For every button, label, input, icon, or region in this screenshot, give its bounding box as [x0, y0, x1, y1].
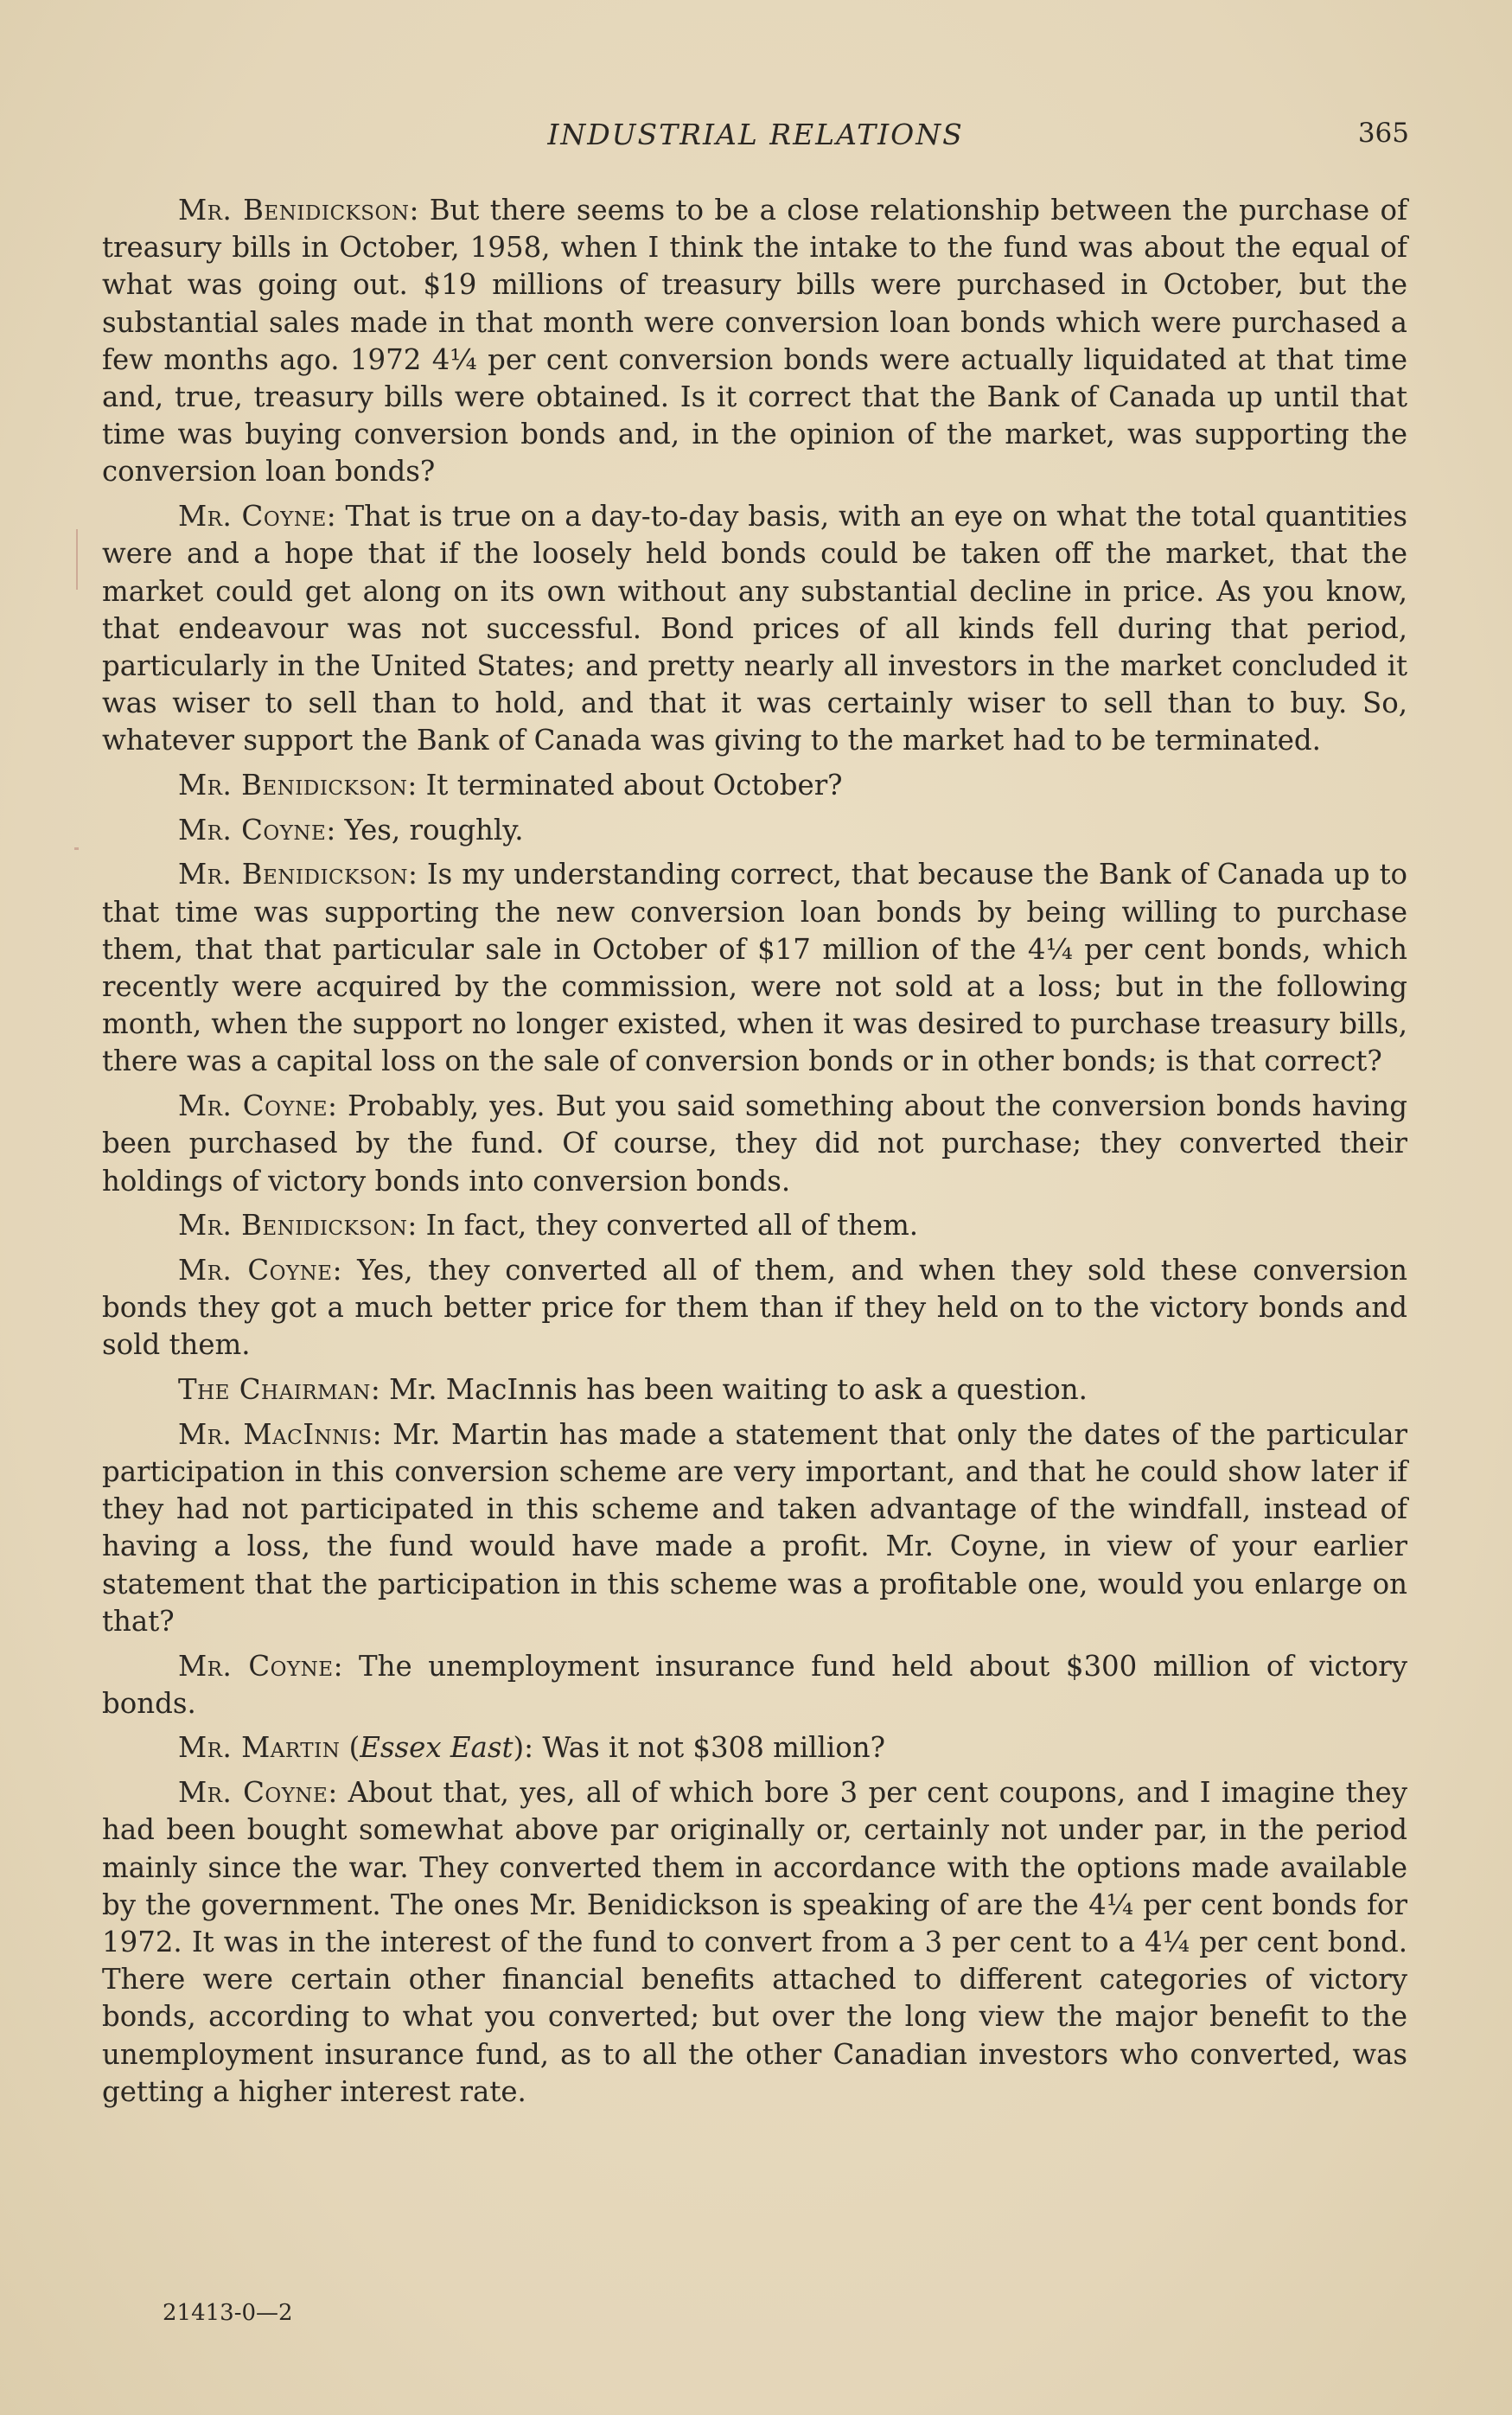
constituency: Essex East — [360, 1731, 514, 1765]
paragraph-text: : Yes, roughly. — [326, 813, 524, 847]
paragraph-text: : That is true on a day-to-day basis, with an eye on what the total quantities were and a hope that if the loosely held bonds could be taken off the market, that the market could get along on its own without any substantial decline in price. As you know, that endeavour was not successful. Bond prices of all kinds fell during that period, particularly in the United States; and pretty nearly all investors in the market concluded it was wiser to sell than to hold, and that it was certainly wiser to sell than to buy. So, whatever support the Bank of Canada was giving to the market had to be terminated. — [102, 500, 1407, 757]
speaker-name: Mr. Coyne — [178, 1776, 329, 1810]
paragraph — [102, 767, 1407, 804]
paragraph — [102, 812, 1407, 849]
paragraph-text: : Is my understanding correct, that because the Bank of Canada up to that time was supporting the new conversion loan bonds by being willing to purchase them, that that particular sale in October of $17 million of the 4¼ per cent bonds, which recently were acquired by the commission, were not sold at a loss; but in the following month, when the support no longer existed, when it was desired to purchase treasury bills, there was a capital loss on the sale of conversion bonds or in other bonds; is that correct? — [102, 858, 1407, 1078]
paragraph-text: : But there seems to be a close relationship between the purchase of treasury bills in October, 1958, when I think the intake to the fund was about the equal of what was going out. $19 millions of treasury bills were purchased in October, but the substantial sales made in that month were conversion loan bonds which were purchased a few months ago. 1972 4¼ per cent conversion bonds were actually liquidated at that time and, true, treasury bills were obtained. Is it correct that the Bank of Canada up until that time was buying conversion bonds and, in the opinion of the market, was supporting the conversion loan bonds? — [102, 194, 1407, 489]
margin-mark — [74, 847, 79, 850]
paragraph — [102, 856, 1407, 1080]
margin-mark — [76, 529, 78, 590]
speaker-name: Mr. Benidickson — [178, 1209, 408, 1243]
speaker-name: Mr. Benidickson — [178, 858, 409, 891]
page-number: 365 — [1357, 118, 1409, 149]
speaker-name: Mr. Benidickson — [178, 194, 410, 227]
paragraph — [102, 1252, 1407, 1364]
paragraph — [102, 1774, 1407, 2111]
paragraph — [102, 1207, 1407, 1244]
speaker-name: Mr. Coyne — [178, 1089, 329, 1123]
paragraph-text: : Was it not $308 million? — [524, 1731, 885, 1765]
paragraph — [102, 498, 1407, 759]
speaker-name: Mr. Coyne — [178, 500, 327, 533]
paragraph-text: : About that, yes, all of which bore 3 per cent coupons, and I imagine they had been bought somewhat above par originally or, certainly not under par, in the period mainly since the war. They converted them in accordance with the options made available by the government. The ones Mr. Benidickson is speaking of are the 4¼ per cent bonds for 1972. It was in the interest of the fund to convert from a 3 per cent to a 4¼ per cent bond. There were certain other financial benefits attached to different categories of victory bonds, according to what you converted; but over the long view the major benefit to the unemployment insurance fund, as to all the other Canadian investors who converted, was getting a higher interest rate. — [102, 1776, 1408, 2108]
paragraph-text: : Probably, yes. But you said something about the conversion bonds having been purchased by the fund. Of course, they did not purchase; they converted their holdings of victory bonds into conversion bonds. — [102, 1089, 1407, 1198]
signature-mark: 21413-0—2 — [163, 2300, 293, 2326]
paragraph — [102, 1088, 1407, 1200]
speaker-name: The Chairman — [178, 1373, 371, 1407]
paragraph — [102, 1371, 1407, 1409]
paragraph-text: : In fact, they converted all of them. — [407, 1209, 919, 1243]
paragraph-text: : Mr. MacInnis has been waiting to ask a question. — [370, 1373, 1088, 1407]
paragraph-text: : It terminated about October? — [407, 769, 843, 802]
speaker-name: Mr. Coyne — [178, 1649, 334, 1683]
paragraph-text: : The unemployment insurance fund held about $300 million of victory bonds. — [102, 1649, 1407, 1720]
paragraph-text: : Yes, they converted all of them, and when they sold these conversion bonds they got a much better price for them than if they held on to the victory bonds and sold them. — [102, 1253, 1407, 1362]
transcript-body — [102, 192, 1407, 2118]
paragraph — [102, 1416, 1407, 1640]
page-header — [102, 114, 1409, 156]
speaker-name: Mr. MacInnis — [178, 1417, 373, 1451]
speaker-name: Mr. Coyne — [178, 813, 327, 847]
speaker-name: Mr. Benidickson — [178, 769, 408, 802]
paragraph — [102, 192, 1407, 491]
paragraph: Mr. Martin (Essex East): Was it not $308 million? — [178, 1731, 885, 1765]
speaker-name: Mr. Coyne — [178, 1253, 333, 1287]
speaker-name: Mr. Martin — [178, 1731, 341, 1765]
paragraph-text: : Mr. Martin has made a statement that only the dates of the particular participation in this conversion scheme are very important, and that he could show later if they had not participated in this scheme and taken advantage of the windfall, instead of having a loss, the fund would have made a profit. Mr. Coyne, in view of your earlier statement that the participation in this scheme was a profitable one, would you enlarge on that? — [102, 1417, 1407, 1638]
running-head: INDUSTRIAL RELATIONS — [547, 118, 964, 151]
paragraph — [102, 1648, 1407, 1722]
